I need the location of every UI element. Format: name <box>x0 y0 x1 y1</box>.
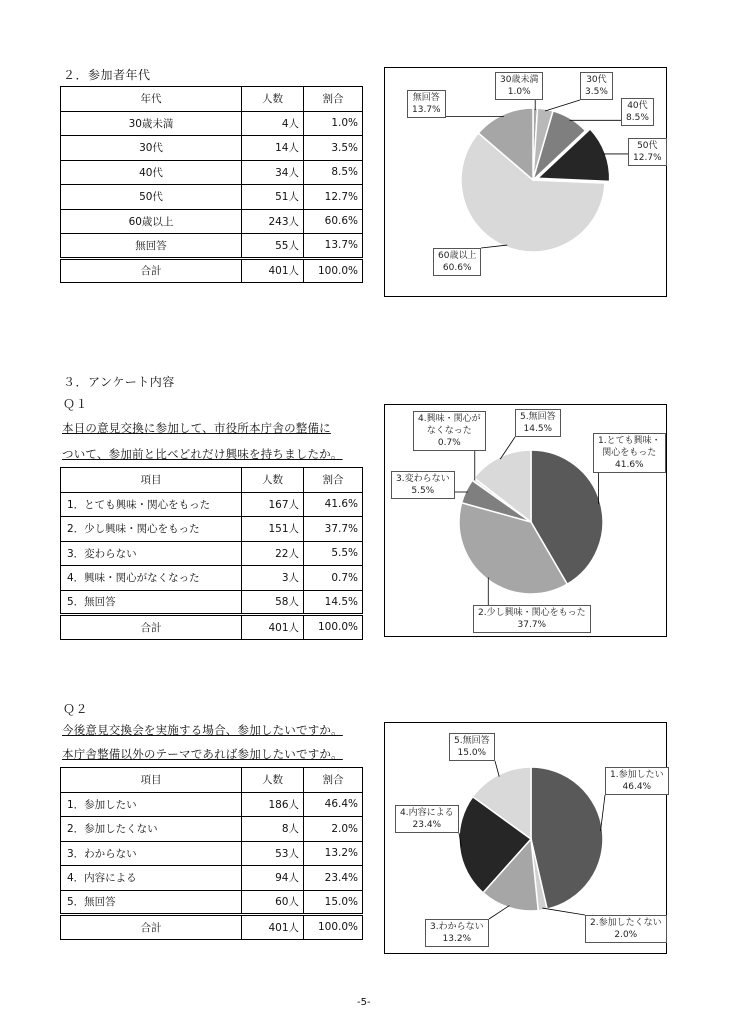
table-cell: 13.7% <box>304 234 363 259</box>
pie-label-name: なくなった <box>426 426 472 436</box>
table-cell: 5.5% <box>304 541 363 566</box>
pie-label-value: 46.4% <box>622 782 652 792</box>
table-cell: 3．わからない <box>61 841 242 866</box>
table-header: 項目 <box>61 768 242 793</box>
pie-data-label <box>593 433 666 473</box>
q1-table <box>60 467 363 640</box>
pie-label-value: 5.5% <box>411 486 435 496</box>
pie-label-value: 37.7% <box>517 620 547 630</box>
table-cell: 3.5% <box>304 136 363 161</box>
question-text: ついて、参加前と比べどれだけ興味を持ちましたか。 <box>62 447 343 461</box>
table-row <box>61 590 363 615</box>
pie-data-label <box>628 138 667 166</box>
table-cell: 55人 <box>242 234 304 259</box>
pie-label-name: 50代 <box>637 141 658 151</box>
table-row <box>61 209 363 234</box>
pie-label-value: 8.5% <box>626 113 649 123</box>
table-row <box>61 492 363 517</box>
pie-data-label <box>580 72 613 100</box>
pie-data-label <box>605 767 669 795</box>
pie-data-label <box>391 471 455 499</box>
table-cell: 100.0% <box>304 258 363 283</box>
question-label-q1: Ｑ１ <box>63 397 89 411</box>
table-cell: 100.0% <box>304 615 363 640</box>
page-number: -5- <box>357 997 371 1008</box>
pie-data-label <box>395 805 459 833</box>
pie-label-name: 無回答 <box>412 93 440 103</box>
table-cell: 1．とても興味・関心をもった <box>61 492 242 517</box>
table-cell: 401人 <box>242 258 304 283</box>
question-text: 本日の意見交換に参加して、市役所本庁舎の整備に <box>62 421 331 435</box>
table-cell: 2．参加したくない <box>61 817 242 842</box>
q2-pie-chart <box>384 722 667 954</box>
table-row <box>61 111 363 136</box>
table-cell: 4．内容による <box>61 866 242 891</box>
pie-data-label <box>515 409 561 437</box>
table-cell: 無回答 <box>61 234 242 259</box>
table-cell: 58人 <box>242 590 304 615</box>
table-cell: 合計 <box>61 615 242 640</box>
table-cell: 37.7% <box>304 517 363 542</box>
table-row <box>61 817 363 842</box>
table-cell: 8人 <box>242 817 304 842</box>
question-text: 今後意見交換会を実施する場合、参加したいですか。 <box>62 723 343 737</box>
table-cell: 41.6% <box>304 492 363 517</box>
question-label-q2: Ｑ２ <box>63 702 89 716</box>
age-pie-chart <box>384 67 667 297</box>
table-row <box>61 136 363 161</box>
table-cell: 60人 <box>242 890 304 915</box>
table-cell: 8.5% <box>304 160 363 185</box>
table-row <box>61 792 363 817</box>
table-cell: 3人 <box>242 566 304 591</box>
pie-label-name: 2.参加したくない <box>590 918 662 928</box>
pie-label-name: 4.興味・関心が <box>418 414 481 424</box>
pie-data-label <box>407 90 446 118</box>
table-cell: 合計 <box>61 258 242 283</box>
pie-label-value: 23.4% <box>412 820 442 830</box>
pie-label-value: 60.6% <box>442 263 472 273</box>
table-cell: 151人 <box>242 517 304 542</box>
pie-data-label <box>413 411 486 451</box>
pie-label-value: 2.0% <box>614 930 638 940</box>
table-row <box>61 841 363 866</box>
pie-label-name: 1.とても興味・ <box>598 436 661 446</box>
pie-label-name: 4.内容による <box>400 808 454 818</box>
table-cell: 34人 <box>242 160 304 185</box>
pie-label-name: 3.わからない <box>430 922 484 932</box>
pie-label-value: 1.0% <box>507 87 531 97</box>
pie-label-name: 30代 <box>586 75 607 85</box>
table-cell: 53人 <box>242 841 304 866</box>
table-cell: 3．変わらない <box>61 541 242 566</box>
pie-label-value: 41.6% <box>615 460 644 470</box>
table-cell: 51人 <box>242 185 304 210</box>
question-text: 本庁舎整備以外のテーマであれば参加したいですか。 <box>62 747 343 761</box>
pie-leader-line <box>489 906 509 919</box>
table-cell: 22人 <box>242 541 304 566</box>
table-header: 割合 <box>304 768 363 793</box>
pie-label-value: 14.5% <box>523 424 553 434</box>
table-cell: 401人 <box>242 915 304 940</box>
pie-leader-line <box>601 795 605 831</box>
pie-leader-line <box>481 245 507 248</box>
table-cell: 60.6% <box>304 209 363 234</box>
section-heading-survey: ３．アンケート内容 <box>63 375 175 389</box>
table-cell: 2.0% <box>304 817 363 842</box>
table-cell: 30代 <box>61 136 242 161</box>
pie-label-value: 13.2% <box>442 934 472 944</box>
table-total-row <box>61 615 363 640</box>
table-row <box>61 517 363 542</box>
table-row <box>61 866 363 891</box>
table-header: 年代 <box>61 87 242 112</box>
table-cell: 186人 <box>242 792 304 817</box>
table-cell: 2．少し興味・関心をもった <box>61 517 242 542</box>
table-header: 割合 <box>304 87 363 112</box>
table-cell: 23.4% <box>304 866 363 891</box>
pie-label-name: 30歳未満 <box>500 75 539 85</box>
table-cell: 0.7% <box>304 566 363 591</box>
pie-leader-line <box>542 908 585 915</box>
pie-label-value: 0.7% <box>437 438 461 448</box>
age-table <box>60 86 363 283</box>
q2-table <box>60 767 363 940</box>
pie-data-label <box>585 915 667 943</box>
table-cell: 合計 <box>61 915 242 940</box>
pie-label-name: 3.変わらない <box>396 474 450 484</box>
pie-label-name: 関心をもった <box>602 448 657 458</box>
section-heading-age: ２．参加者年代 <box>63 68 151 82</box>
table-header: 項目 <box>61 468 242 493</box>
q1-pie-chart <box>384 404 667 637</box>
pie-label-name: 5.無回答 <box>454 736 490 746</box>
table-cell: 12.7% <box>304 185 363 210</box>
pie-data-label <box>449 733 495 761</box>
table-cell: 60歳以上 <box>61 209 242 234</box>
table-header: 人数 <box>242 468 304 493</box>
pie-label-value: 13.7% <box>412 105 441 115</box>
table-cell: 30歳未満 <box>61 111 242 136</box>
table-cell: 14.5% <box>304 590 363 615</box>
pie-leader-line <box>545 100 580 111</box>
table-cell: 1.0% <box>304 111 363 136</box>
table-row <box>61 185 363 210</box>
pie-label-name: 1.参加したい <box>610 770 664 780</box>
pie-data-label <box>425 919 489 947</box>
table-cell: 40代 <box>61 160 242 185</box>
table-row <box>61 566 363 591</box>
table-cell: 50代 <box>61 185 242 210</box>
pie-data-label <box>433 248 481 276</box>
table-cell: 5．無回答 <box>61 590 242 615</box>
pie-data-label <box>473 605 591 633</box>
table-row <box>61 160 363 185</box>
table-header: 割合 <box>304 468 363 493</box>
table-cell: 13.2% <box>304 841 363 866</box>
table-cell: 4．興味・関心がなくなった <box>61 566 242 591</box>
pie-label-name: 5.無回答 <box>520 412 556 422</box>
pie-label-value: 3.5% <box>585 87 608 97</box>
table-total-row <box>61 258 363 283</box>
pie-leader-line <box>495 761 499 777</box>
table-cell: 167人 <box>242 492 304 517</box>
pie-data-label <box>621 98 654 126</box>
table-row <box>61 234 363 259</box>
pie-label-name: 2.少し興味・関心をもった <box>478 608 586 618</box>
pie-label-value: 12.7% <box>633 153 662 163</box>
table-row <box>61 890 363 915</box>
pie-label-name: 60歳以上 <box>438 251 477 261</box>
table-cell: 1．参加したい <box>61 792 242 817</box>
table-cell: 14人 <box>242 136 304 161</box>
table-header: 人数 <box>242 87 304 112</box>
pie-label-name: 40代 <box>627 101 648 111</box>
table-total-row <box>61 915 363 940</box>
table-row <box>61 541 363 566</box>
table-cell: 46.4% <box>304 792 363 817</box>
table-cell: 5．無回答 <box>61 890 242 915</box>
table-cell: 401人 <box>242 615 304 640</box>
pie-label-value: 15.0% <box>457 748 487 758</box>
table-cell: 4人 <box>242 111 304 136</box>
table-cell: 243人 <box>242 209 304 234</box>
table-header: 人数 <box>242 768 304 793</box>
table-cell: 15.0% <box>304 890 363 915</box>
table-cell: 100.0% <box>304 915 363 940</box>
table-cell: 94人 <box>242 866 304 891</box>
pie-data-label <box>495 72 543 100</box>
